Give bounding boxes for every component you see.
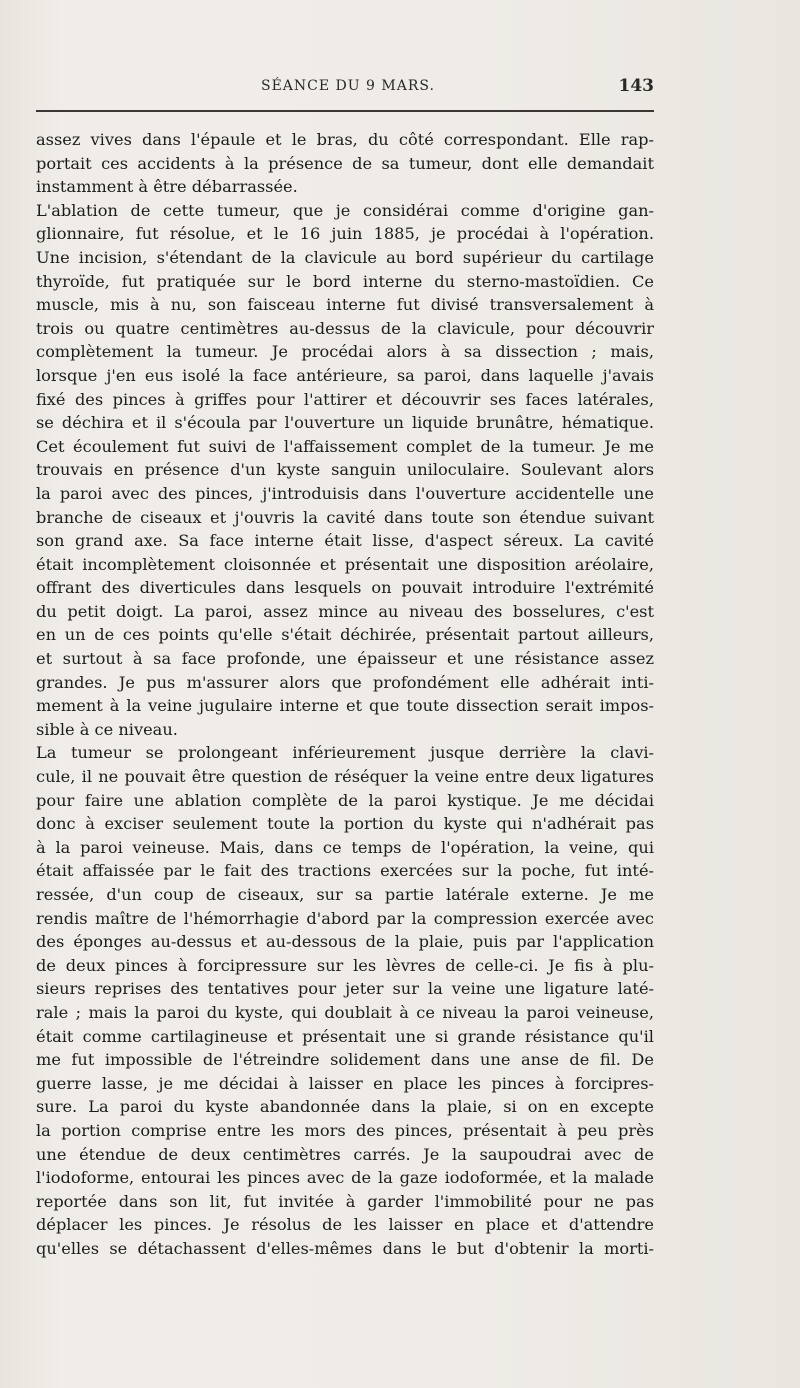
running-head (36, 74, 654, 102)
text-line: grandes. Je pus m'assurer alors que profondément elle adhérait inti- (36, 672, 654, 692)
body-text (36, 128, 654, 1261)
text-line: instamment à être débarrassée. (36, 177, 298, 197)
text-line: de deux pinces à forcipressure sur les lèvres de celle-ci. Je fis à plu- (36, 955, 654, 975)
text-line: qu'elles se détachassent d'elles-mêmes dans le but d'obtenir la morti- (36, 1238, 654, 1258)
text-line: guerre lasse, je me décidai à laisser en place les pinces à forcipres- (36, 1073, 654, 1093)
text-line: complètement la tumeur. Je procédai alors à sa dissection ; mais, (36, 342, 654, 362)
page-number: 143 (618, 76, 654, 96)
text-line: portait ces accidents à la présence de sa tumeur, dont elle demandait (36, 153, 654, 173)
text-line: lorsque j'en eus isolé la face antérieure, sa paroi, dans laquelle j'avais (36, 365, 654, 385)
running-head-title: SÉANCE DU 9 MARS. (261, 78, 435, 94)
text-line: fixé des pinces à griffes pour l'attirer et découvrir ses faces latérales, (36, 389, 654, 409)
text-line: reportée dans son lit, fut invitée à garder l'immobilité pour ne pas (36, 1191, 654, 1211)
header-rule (36, 110, 654, 112)
text-line: du petit doigt. La paroi, assez mince au niveau des bosselures, c'est (36, 601, 654, 621)
text-line: sieurs reprises des tentatives pour jeter sur la veine une ligature laté- (36, 979, 654, 999)
text-line: trois ou quatre centimètres au-dessus de la clavicule, pour découvrir (36, 318, 654, 338)
text-line: était affaissée par le fait des tractions exercées sur la poche, fut inté- (36, 861, 654, 881)
text-line: se déchira et il s'écoula par l'ouverture un liquide brunâtre, hématique. (36, 413, 654, 433)
text-line: Cet écoulement fut suivi de l'affaissement complet de la tumeur. Je me (36, 436, 654, 456)
text-line: sure. La paroi du kyste abandonnée dans la plaie, si on en excepte (36, 1097, 654, 1117)
text-line: l'iodoforme, entourai les pinces avec de la gaze iodoformée, et la malade (36, 1168, 654, 1188)
text-line: me fut impossible de l'étreindre solidement dans une anse de fil. De (36, 1050, 654, 1070)
text-line: assez vives dans l'épaule et le bras, du côté correspondant. Elle rap- (36, 130, 654, 149)
text-line: une étendue de deux centimètres carrés. Je la saupoudrai avec de (36, 1144, 654, 1164)
text-line: ressée, d'un coup de ciseaux, sur sa partie latérale externe. Je me (36, 885, 654, 904)
text-line: et surtout à sa face profonde, une épaisseur et une résistance assez (36, 649, 654, 669)
text-line: la paroi avec des pinces, j'introduisis dans l'ouverture accidentelle une (36, 483, 654, 503)
text-line: branche de ciseaux et j'ouvris la cavité dans toute son étendue suivant (36, 507, 654, 527)
text-line: glionnaire, fut résolue, et le 16 juin 1885, je procédai à l'opération. (36, 224, 654, 244)
text-line: déplacer les pinces. Je résolus de les laisser en place et d'attendre (36, 1215, 654, 1235)
text-line: muscle, mis à nu, son faisceau interne fut divisé transversalement à (36, 295, 654, 315)
text-line: en un de ces points qu'elle s'était déchirée, présentait partout ailleurs, (36, 625, 654, 645)
text-line: était comme cartilagineuse et présentait une si grande résistance qu'il (36, 1026, 654, 1046)
text-line: rendis maître de l'hémorrhagie d'abord par la compression exercée avec (36, 908, 654, 928)
text-line: des éponges au-dessus et au-dessous de la plaie, puis par l'application (36, 932, 654, 952)
text-line: trouvais en présence d'un kyste sanguin uniloculaire. Soulevant alors (36, 460, 654, 480)
text-line: mement à la veine jugulaire interne et que toute dissection serait impos- (36, 696, 654, 716)
text-line: son grand axe. Sa face interne était lisse, d'aspect séreux. La cavité (36, 531, 654, 551)
text-line: la portion comprise entre les mors des pinces, présentait à peu près (36, 1120, 654, 1140)
text-line: Une incision, s'étendant de la clavicule au bord supérieur du cartilage (36, 247, 654, 267)
text-line: rale ; mais la paroi du kyste, qui doublait à ce niveau la paroi veineuse, (36, 1002, 654, 1022)
text-line: était incomplètement cloisonnée et présentait une disposition aréolaire, (36, 554, 654, 574)
text-line: cule, il ne pouvait être question de réséquer la veine entre deux ligatures (36, 767, 654, 787)
text-line: L'ablation de cette tumeur, que je considérai comme d'origine gan- (36, 200, 654, 220)
text-line: à la paroi veineuse. Mais, dans ce temps de l'opération, la veine, qui (36, 837, 654, 857)
text-line: thyroïde, fut pratiquée sur le bord interne du sterno-mastoïdien. Ce (36, 271, 654, 291)
text-line: donc à exciser seulement toute la portion du kyste qui n'adhérait pas (36, 814, 654, 834)
text-line: pour faire une ablation complète de la paroi kystique. Je me décidai (36, 790, 654, 810)
text-line: offrant des diverticules dans lesquels on pouvait introduire l'extrémité (36, 578, 654, 598)
text-line: La tumeur se prolongeant inférieurement jusque derrière la clavi- (36, 743, 654, 763)
text-line: sible à ce niveau. (36, 719, 178, 739)
